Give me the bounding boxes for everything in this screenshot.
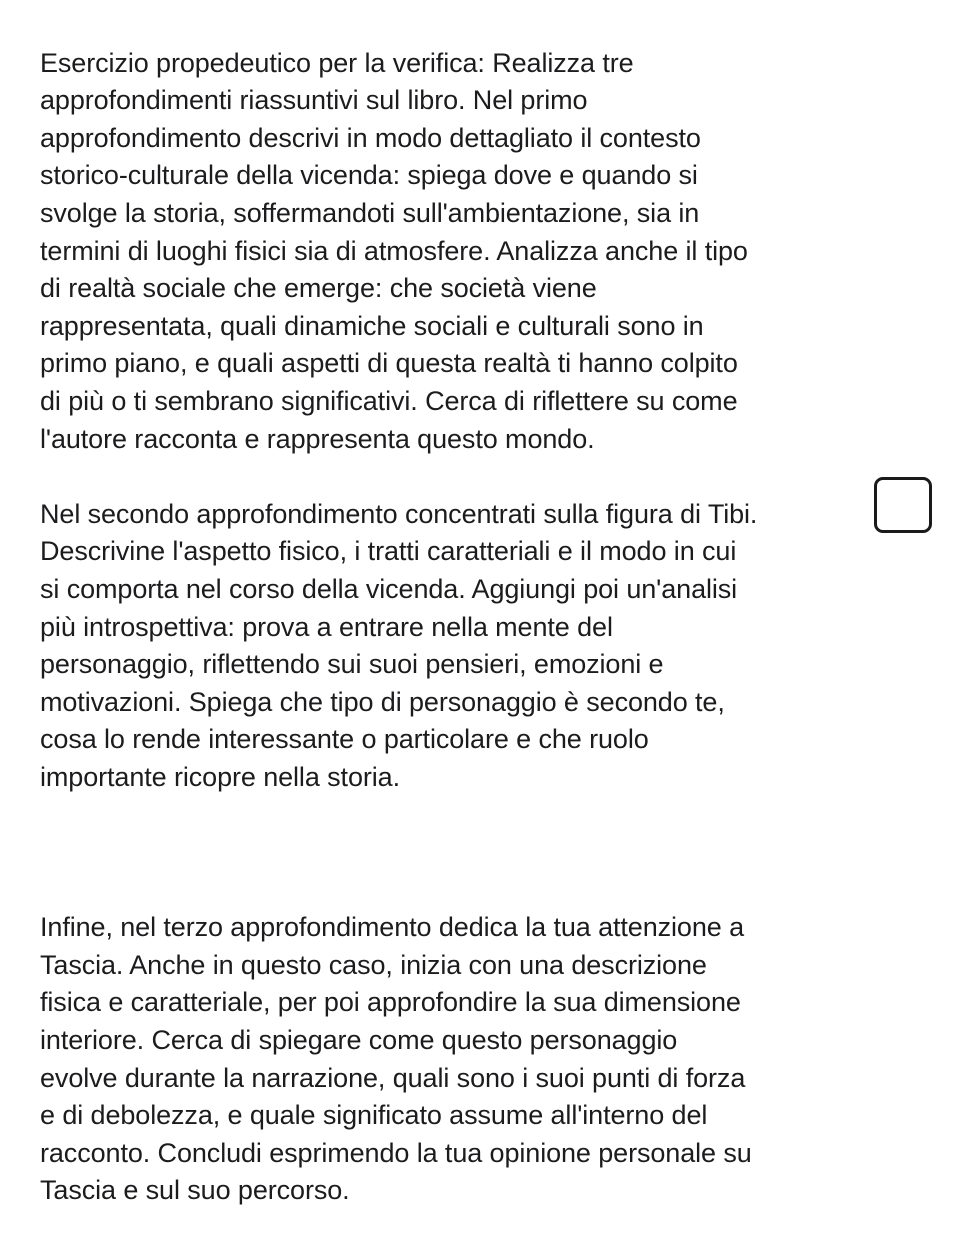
square-outline-icon[interactable] xyxy=(874,477,932,533)
paragraph-third-approfondimento: Infine, nel terzo approfondimento dedica la tua attenzione a Tascia. Anche in questo caso, inizia con una descrizione fisica e caratteriale, per poi approfondire la sua dimensione interiore. Cerca di spiegare come questo personaggio evolve durante la narrazione, quali sono i suoi punti di forza e di debolezza, e quale significato assume all'interno del racconto. Concludi esprimendo la tua opinione personale su Tascia e sul suo percorso. xyxy=(40,912,752,1206)
paragraph-second-approfondimento: Nel secondo approfondimento concentrati sulla figura di Tibi. Descrivine l'aspetto fisico, i tratti caratteriali e il modo in cui si comporta nel corso della vicenda. Aggiungi poi un'analisi più introspettiva: prova a entrare nella mente del personaggio, riflettendo sui suoi pensieri, emozioni e motivazioni. Spiega che tipo di personaggio è secondo te, cosa lo rende interessante o particolare e che ruolo importante ricopre nella storia. xyxy=(40,498,758,792)
paragraph-gap xyxy=(40,834,850,872)
paragraph-first-approfondimento: Esercizio propedeutico per la verifica: Realizza tre approfondimenti riassuntivi sul libro. Nel primo approfondimento descrivi in modo dettagliato il contesto storico-culturale della vicenda: spiega dove e quando si svolge la storia, soffermandoti sull'ambientazione, sia in termini di luoghi fisici sia di atmosfere. Analizza anche il tipo di realtà sociale che emerge: che società viene rappresentata, quali dinamiche sociali e culturali sono in primo piano, e quali aspetti di questa realtà ti hanno colpito di più o ti sembrano significativi. Cerca di riflettere su come l'autore racconta e rappresenta questo mondo. xyxy=(40,47,748,454)
assignment-text xyxy=(40,7,850,1248)
